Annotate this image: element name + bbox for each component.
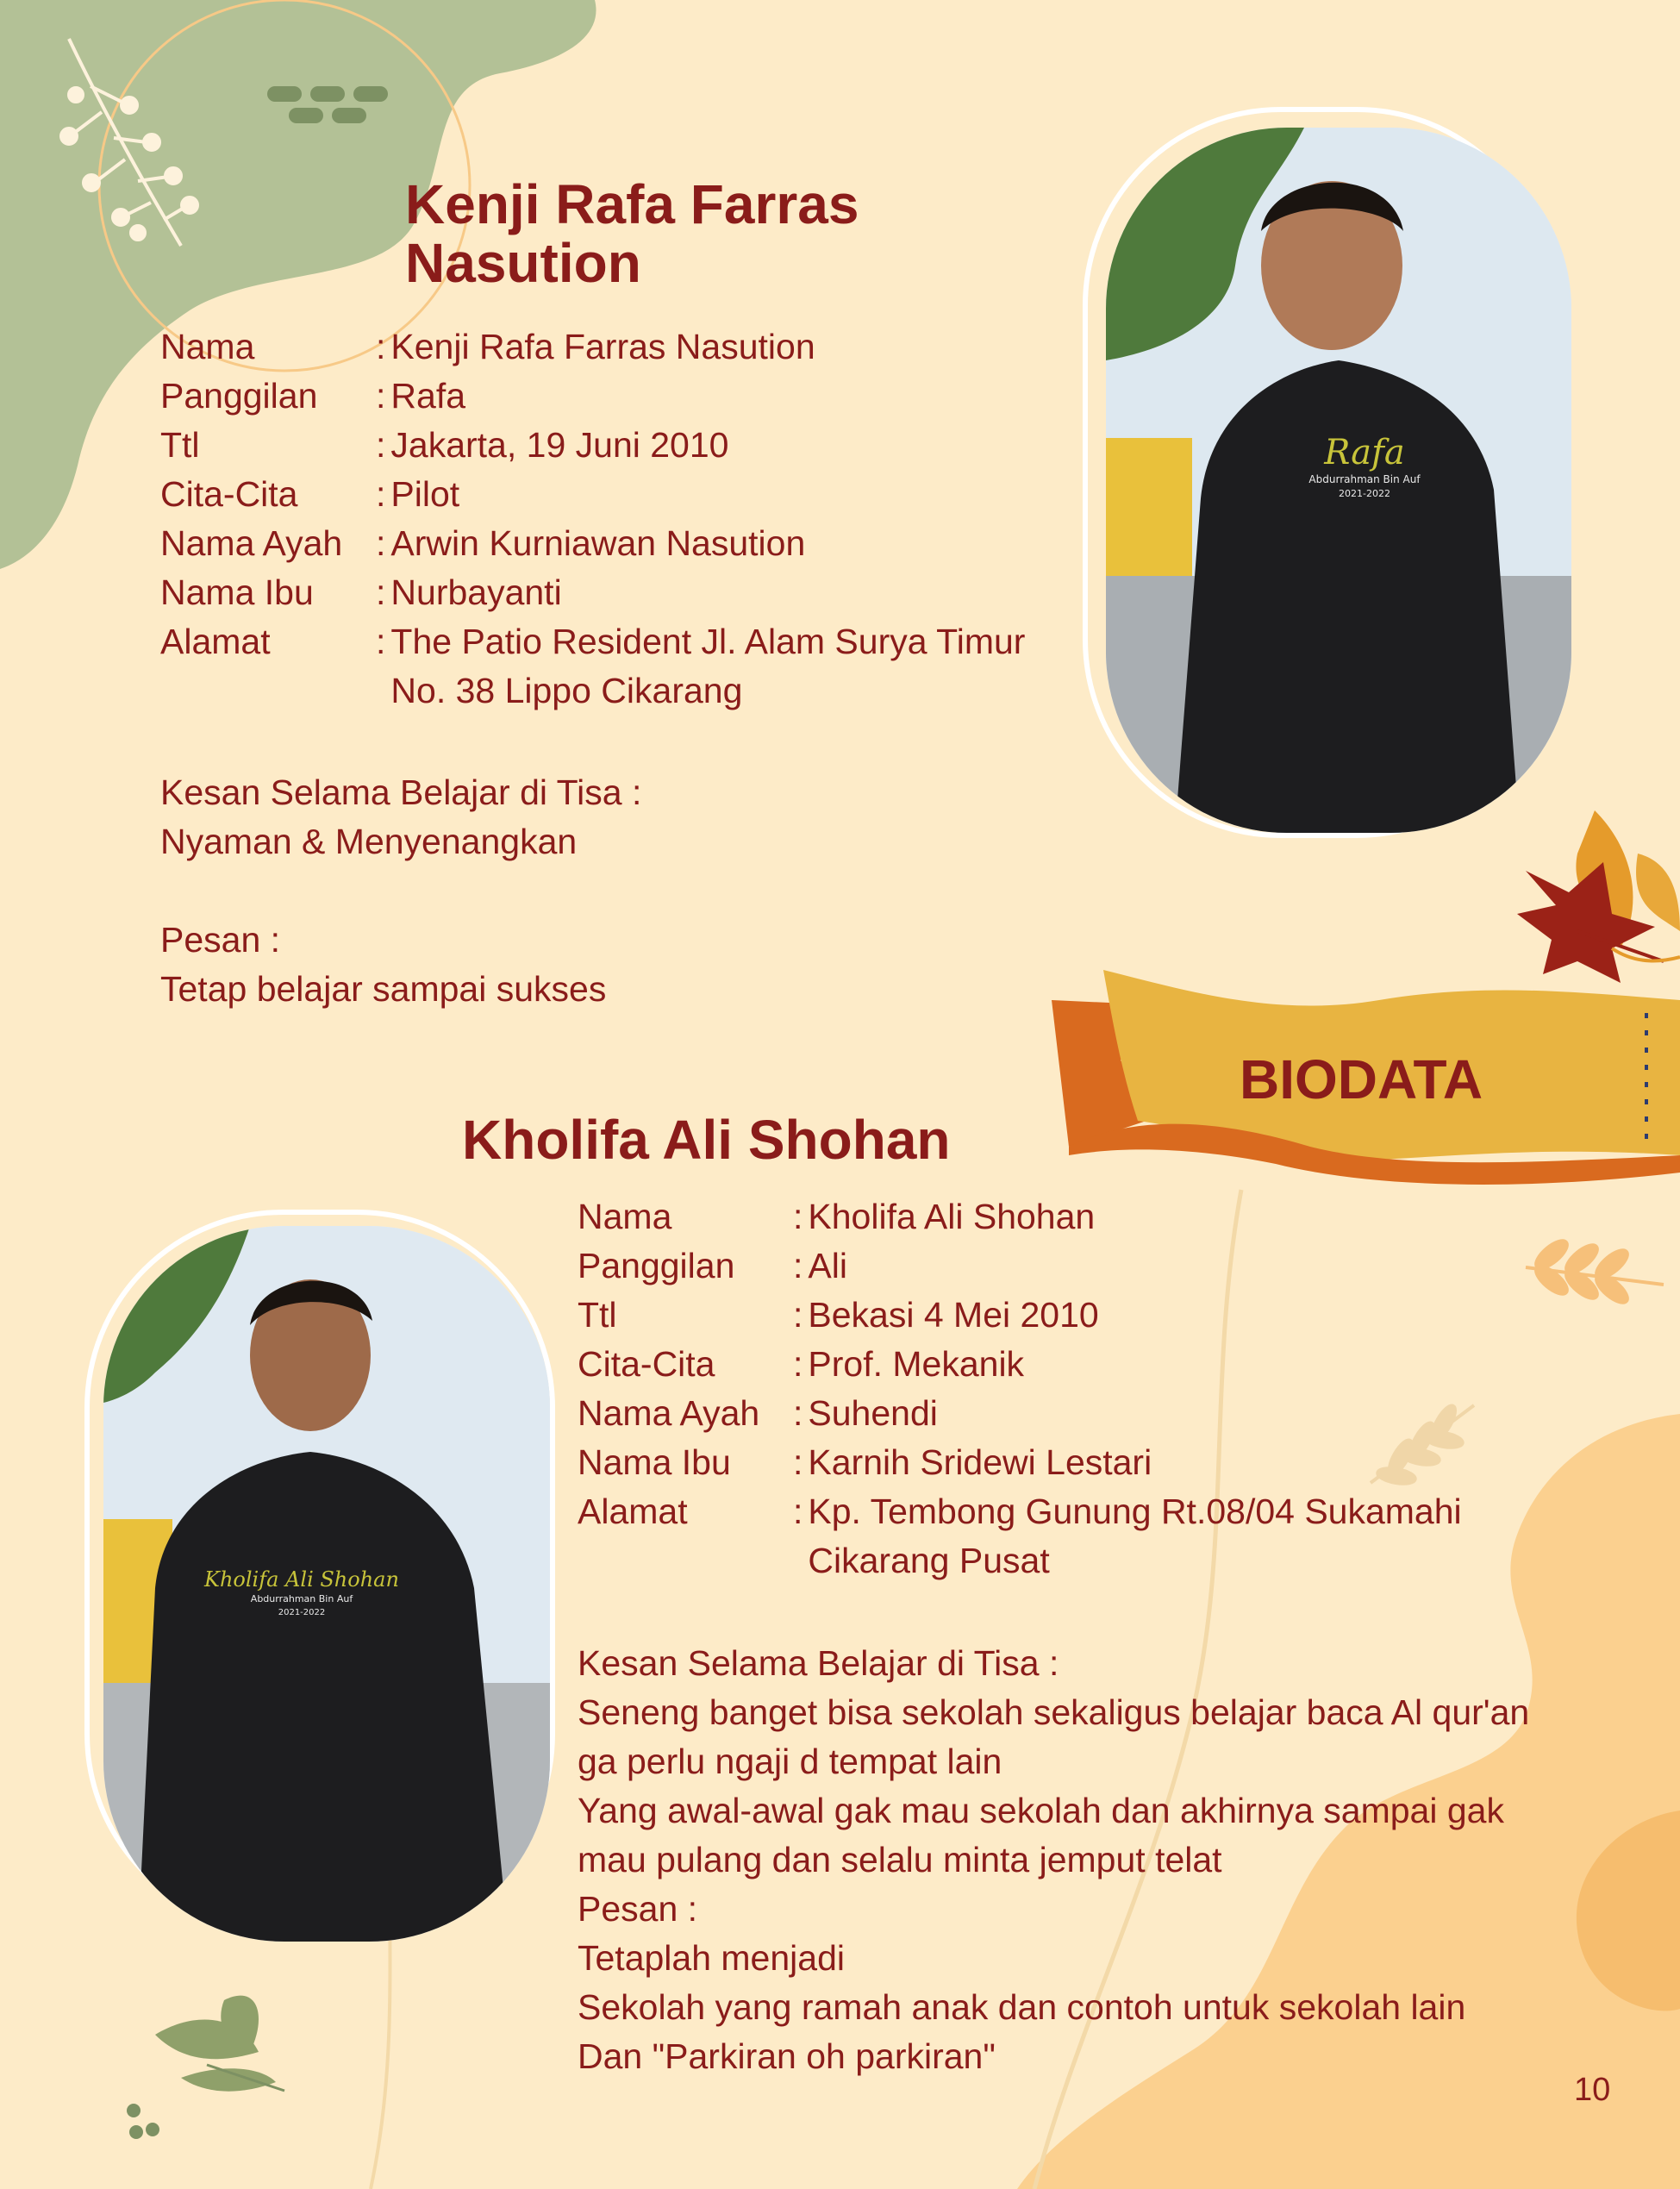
field-colon: : [793, 1246, 803, 1285]
page-number: 10 [1574, 2072, 1611, 2108]
pesan-line: Tetaplah menjadi [578, 1938, 845, 1978]
field-label: Alamat [160, 622, 271, 661]
student2-bio [578, 1192, 1552, 1585]
green-leaves-icon [155, 1996, 284, 2092]
field-value: Bekasi 4 Mei 2010 [808, 1295, 1099, 1335]
field-value: Nurbayanti [390, 572, 562, 612]
hoodie-print-year: 2021-2022 [1339, 488, 1390, 499]
field-value: Prof. Mekanik [808, 1344, 1025, 1384]
field-colon: : [376, 572, 386, 612]
bio-row [160, 421, 1057, 470]
field-label: Alamat [578, 1492, 688, 1531]
student2-photo [103, 1226, 550, 1942]
field-colon: : [793, 1393, 803, 1433]
field-colon: : [793, 1197, 803, 1236]
spacer [160, 866, 1057, 916]
kesan-line: Nyaman & Menyenangkan [160, 822, 578, 861]
student1-photo [1106, 128, 1571, 833]
field-value: Kenji Rafa Farras Nasution [390, 327, 815, 366]
field-label: Nama Ayah [160, 523, 343, 563]
field-label: Nama [578, 1197, 672, 1236]
student1-name-line1: Kenji Rafa Farras [405, 173, 859, 235]
student1-photo-illustration [1106, 128, 1571, 833]
hoodie-print-sub: Abdurrahman Bin Auf [1308, 473, 1421, 485]
pesan-line: Dan "Parkiran oh parkiran" [578, 2036, 996, 2076]
field-label: Ttl [160, 425, 200, 465]
bio-row [160, 519, 1057, 568]
kesan-line: Seneng banget bisa sekolah sekaligus belajar baca Al qur'an [578, 1692, 1530, 1732]
student1-name-line2: Nasution [405, 232, 641, 294]
bio-row [160, 372, 1057, 421]
field-value: Rafa [390, 376, 466, 416]
field-label: Nama Ibu [578, 1442, 731, 1482]
field-value: The Patio Resident Jl. Alam Surya Timur No. 38 Lippo Cikarang [390, 622, 1026, 710]
bio-row [160, 322, 1057, 372]
kesan-line: ga perlu ngaji d tempat lain [578, 1742, 1002, 1781]
bio-row [578, 1487, 1552, 1585]
bio-row [578, 1291, 1552, 1340]
field-colon: : [376, 425, 386, 465]
field-label: Cita-Cita [160, 474, 298, 514]
field-colon: : [376, 376, 386, 416]
field-colon: : [793, 1344, 803, 1384]
pesan-line: Tetap belajar sampai sukses [160, 969, 607, 1009]
bio-row [160, 470, 1057, 519]
student2-photo-illustration [103, 1226, 550, 1942]
bio-row [578, 1192, 1552, 1241]
hoodie-print-sub: Abdurrahman Bin Auf [250, 1593, 353, 1604]
kesan-label: Kesan Selama Belajar di Tisa : [578, 1643, 1059, 1683]
bio-row [578, 1241, 1552, 1291]
student1-kesan [160, 768, 1057, 1014]
pesan-label: Pesan : [160, 920, 281, 960]
kesan-line: mau pulang dan selalu minta jemput telat [578, 1840, 1222, 1879]
field-colon: : [376, 474, 386, 514]
field-value: Arwin Kurniawan Nasution [390, 523, 806, 563]
bio-row [578, 1389, 1552, 1438]
field-label: Panggilan [578, 1246, 735, 1285]
field-colon: : [793, 1295, 803, 1335]
student2-name-title: Kholifa Ali Shohan [462, 1109, 951, 1171]
field-colon: : [793, 1492, 803, 1531]
field-value: Ali [808, 1246, 847, 1285]
hoodie-print-main: Rafa [1324, 433, 1405, 472]
dots-decoration [127, 2104, 159, 2139]
field-label: Nama Ayah [578, 1393, 760, 1433]
kesan-label: Kesan Selama Belajar di Tisa : [160, 772, 642, 812]
field-value: Suhendi [808, 1393, 938, 1433]
field-colon: : [793, 1442, 803, 1482]
hoodie-print-main: Kholifa Ali Shohan [204, 1567, 399, 1592]
biodata-banner-label: BIODATA [1240, 1048, 1483, 1110]
field-value: Kholifa Ali Shohan [808, 1197, 1096, 1236]
field-value: Pilot [390, 474, 460, 514]
field-label: Panggilan [160, 376, 318, 416]
hoodie-print-year: 2021-2022 [278, 1608, 326, 1617]
field-colon: : [376, 622, 386, 661]
kesan-line: Yang awal-awal gak mau sekolah dan akhirnya sampai gak [578, 1791, 1504, 1830]
field-colon: : [376, 327, 386, 366]
pesan-line: Sekolah yang ramah anak dan contoh untuk sekolah lain [578, 1987, 1466, 2027]
field-colon: : [376, 523, 386, 563]
field-value: Jakarta, 19 Juni 2010 [390, 425, 729, 465]
student2-kesan [578, 1639, 1595, 2081]
field-label: Nama Ibu [160, 572, 314, 612]
bio-row [578, 1340, 1552, 1389]
student1-name-title [405, 173, 859, 294]
bio-row [578, 1438, 1552, 1487]
field-label: Nama [160, 327, 255, 366]
pesan-label: Pesan : [578, 1889, 698, 1929]
student1-bio [160, 322, 1057, 716]
bio-row [160, 568, 1057, 617]
field-value: Karnih Sridewi Lestari [808, 1442, 1152, 1482]
field-value: Kp. Tembong Gunung Rt.08/04 Sukamahi Cikarang Pusat [808, 1492, 1462, 1580]
field-label: Ttl [578, 1295, 617, 1335]
field-label: Cita-Cita [578, 1344, 715, 1384]
bio-row [160, 617, 1057, 716]
autumn-leaves-icon [1517, 810, 1680, 983]
